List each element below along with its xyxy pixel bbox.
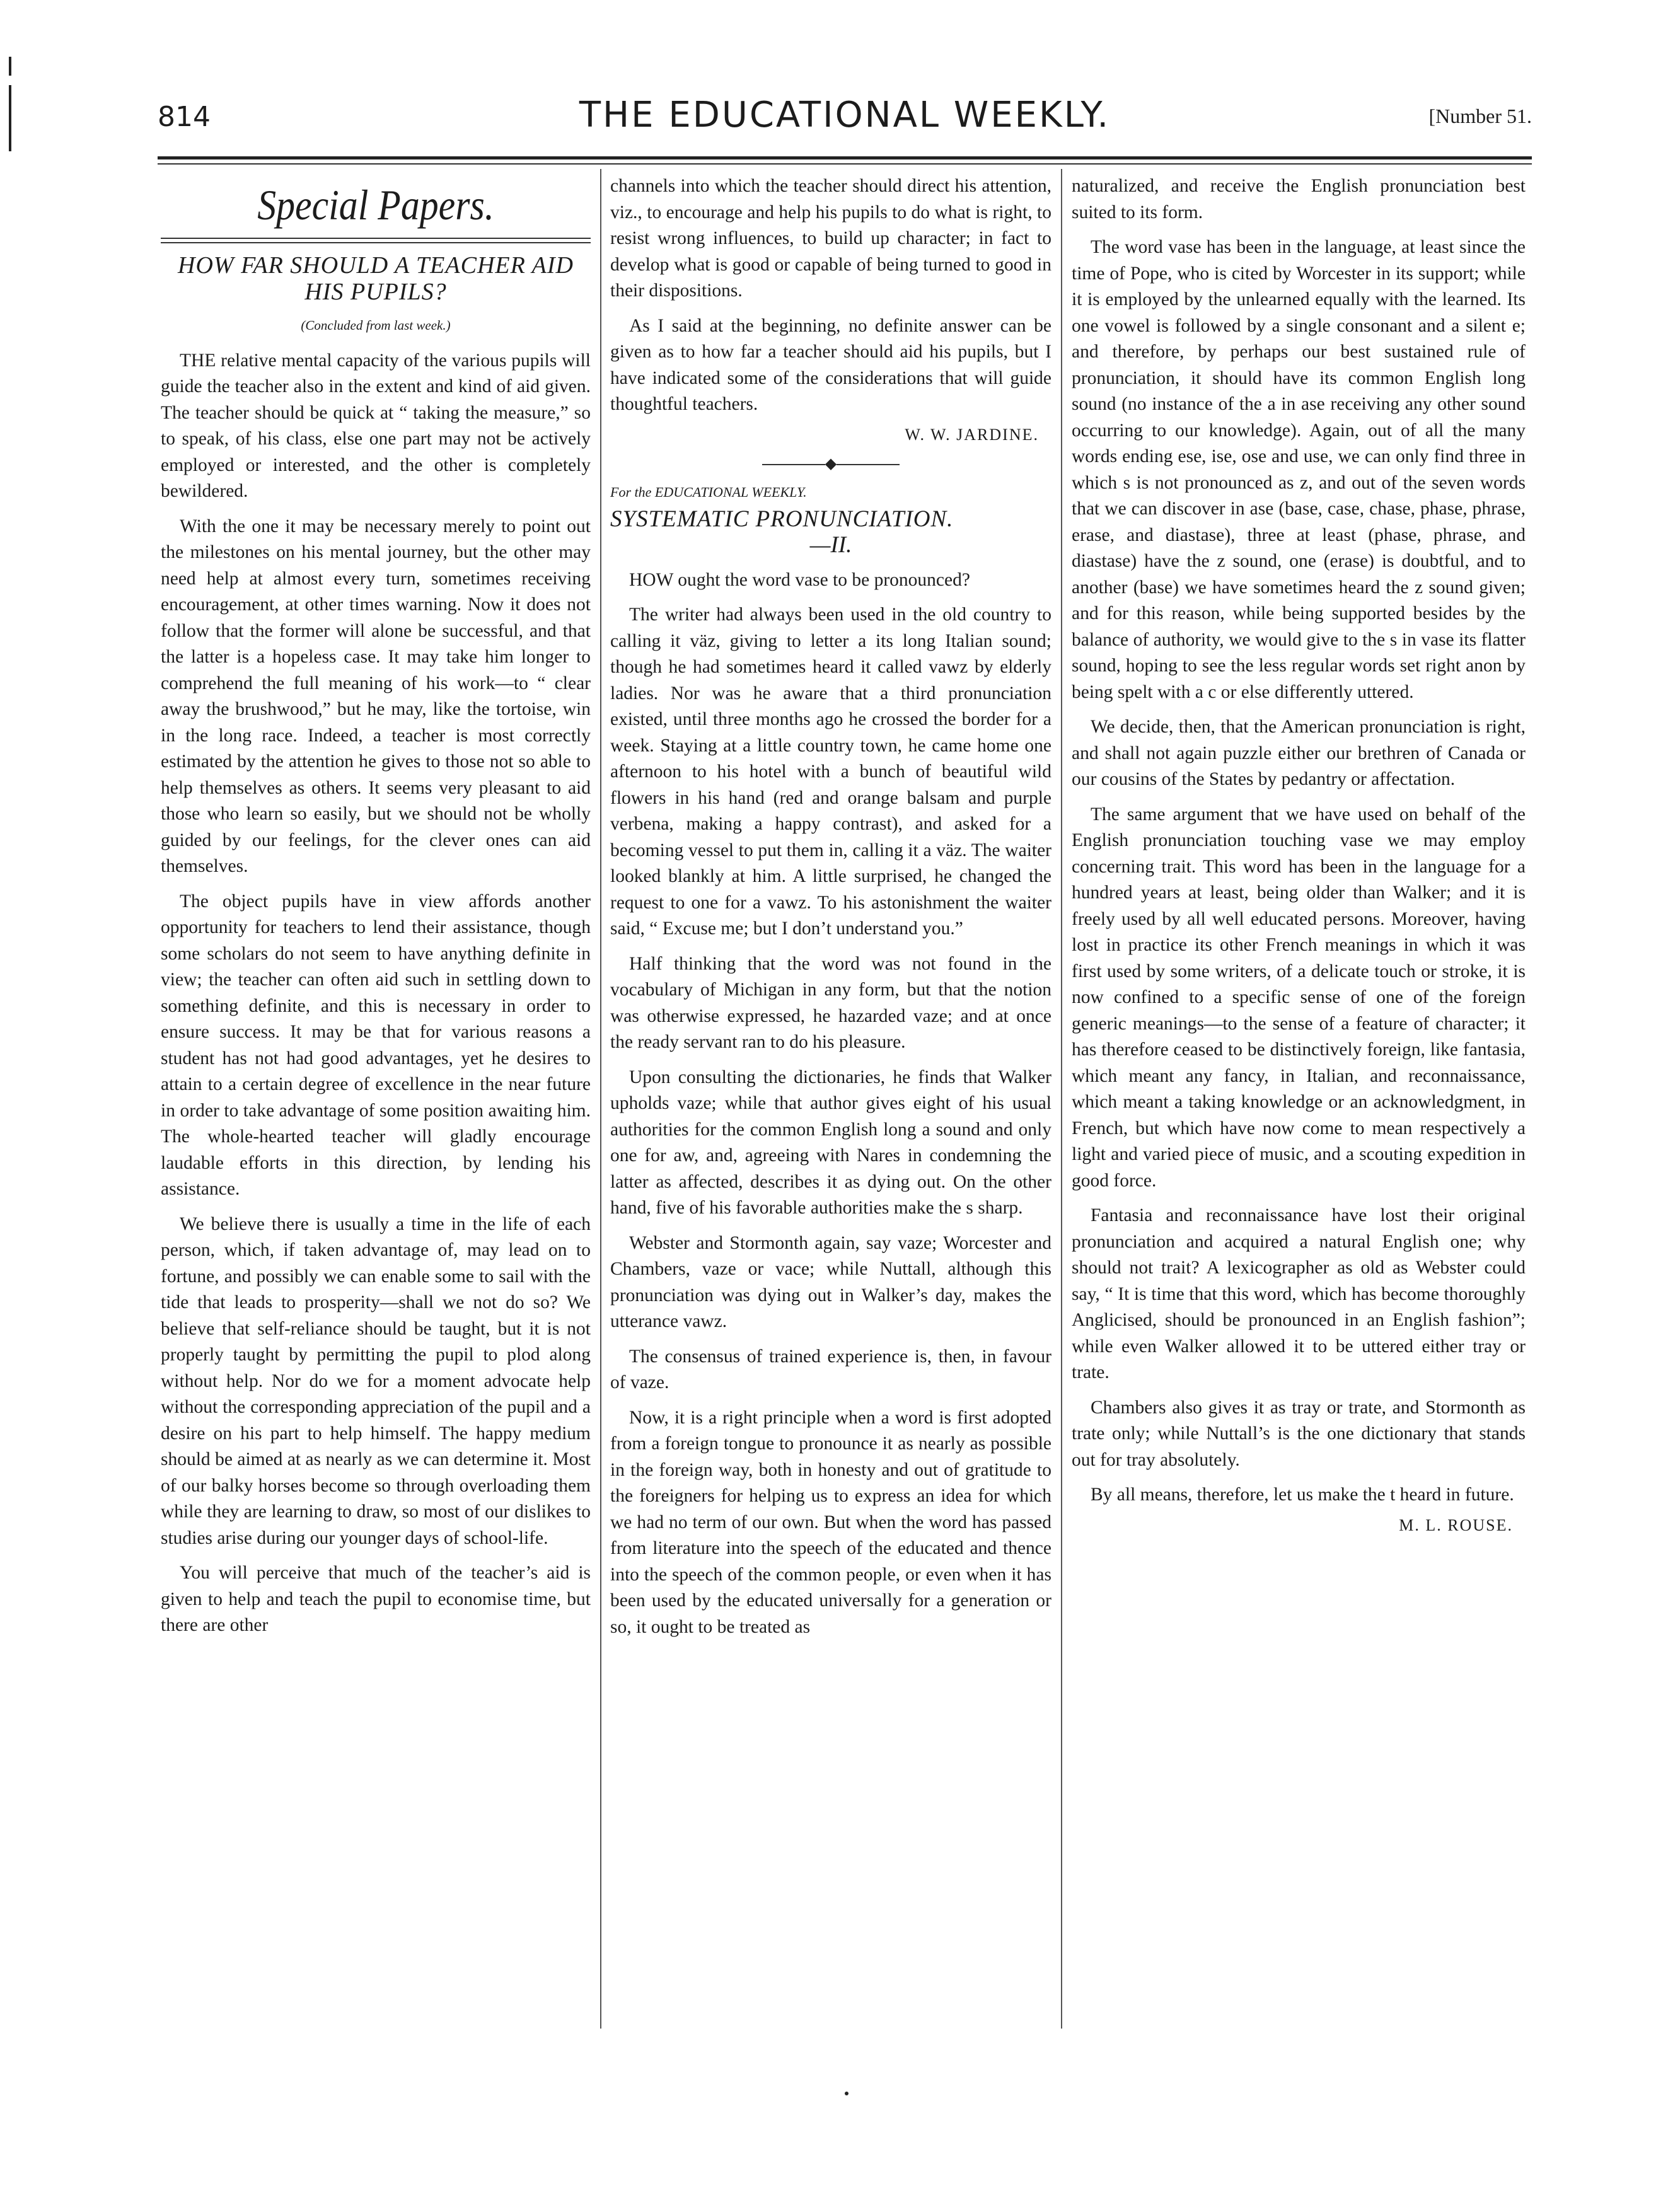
article-source-line: For the EDUCATIONAL WEEKLY. <box>610 484 807 500</box>
binding-mark <box>9 85 11 151</box>
paragraph: HOW ought the word vase to be pronounced? <box>629 569 970 590</box>
section-rule <box>161 238 591 243</box>
paragraph: Webster and Stormonth again, say vaze; Worcester and Chambers, vaze or vace; while Nuttall, although this pronunciation was dying out in Walker’s day, makes the utterance vawz. <box>610 1232 1051 1331</box>
issue-number: [Number 51. <box>1428 105 1532 127</box>
article-subnote: (Concluded from last week.) <box>301 318 451 333</box>
paragraph: By all means, therefore, let us make the t heard in future. <box>1091 1485 1514 1505</box>
paragraph: We decide, then, that the American pronunciation is right, and shall not again puzzle either our brethren of Canada or our cousins of the States by pedantry or affectation. <box>1072 717 1526 789</box>
masthead-rule <box>158 156 1532 159</box>
paragraph: You will perceive that much of the teacher’s aid is given to help and teach the pupil to economise time, but there are other <box>161 1563 591 1635</box>
journal-title: THE EDUCATIONAL WEEKLY. <box>579 95 1111 136</box>
paragraph: Chambers also gives it as tray or trate, and Stormonth as trate only; while Nuttall’s is the one dictionary that stands out for tray absolutely. <box>1072 1397 1526 1470</box>
paragraph: The same argument that we have used on behalf of the English pronunciation touching vase we may employ concerning trait. This word has been in the language for a hundred years at least, being older than Walker; and it is freely used by all well educated persons. Moreover, having lost in practice its other French meanings in which it was first used by some writers, of a delicate touch or stroke, it is now confined to a specific sense of one of the foreign generic meanings—to the sense of a feature of character; it has therefore ceased to be distinctively foreign, like fantasia, which meant any fancy, in Italian, and reconnaissance, which meant a taking knowledge or an acknowledgment, in French, but which have now come to mean respectively a light and varied piece of music, and a scouting expedition in good force. <box>1072 804 1526 1191</box>
paragraph: The word vase has been in the language, at least since the time of Pope, who is cited by Worcester in its support; while it is employed by the unlearned equally with the learned. Its one vowel is followed by a single consonant and a silent e; and therefore, by perhaps our best sustained rule of pronunciation, it should have its common English long sound (no instance of the a in ase receiving any other sound occurring to our knowledge). Again, out of all the many words ending ese, ise, ose and use, we can only find three in which s is not pronounced as z, and out of the seven words that we can discover in ase (base, case, chase, phase, phrase, erase, and diastase), three at least (phase, phrase, and diastase) have the z sound, one (erase) is doubtful, and to another (base) we have sometimes heard the z sound given; and for this reason, while being supported besides by the balance of authority, we would give to the s in vase its flatter sound, hoping to see the less regular words set right anon by being spelt with a c or else differently uttered. <box>1072 237 1526 702</box>
column-1 <box>161 173 591 2039</box>
paragraph: The object pupils have in view affords another opportunity for teachers to lend their assistance, though some scholars do not seem to have anything definite in view; the teacher can often aid such in settling down to something definite, and this is necessary in order to ensure success. It may be that for various reasons a student has not had good advantages, yet he desires to attain to a certain degree of excellence in the near future in order to take advantage of some position awaiting him. The whole-hearted teacher will gladly encourage laudable efforts in this direction, by lending his assistance. <box>161 891 591 1199</box>
section-title: Special Papers. <box>257 181 494 229</box>
paragraph: channels into which the teacher should direct his attention, viz., to encourage and help his pupils to do what is right, to resist wrong influences, to build up character; in fact to develop what is good or capable of being turned to good in their dispositions. <box>610 176 1051 301</box>
paragraph: We believe there is usually a time in the life of each person, which, if taken advantage of, may lead on to fortune, and possibly we can enable some to sail with the tide that leads to prosperity—shall we not do so? We believe that self-reliance should be taught, but it is not properly taught by permitting the pupil to plod along without help. Nor do we for a moment advocate help without the corresponding appreciation of the pupil and a desire on his part to help himself. The happy medium should be aimed at as nearly as we can determine it. Most of our balky horses become so through overloading them while they are learning to draw, so most of our dislikes to studies arise during our younger days of school-life. <box>161 1213 591 1548</box>
paragraph: THE relative mental capacity of the various pupils will guide the teacher also in the extent and kind of aid given. The teacher should be quick at “ taking the measure,” so to speak, of his class, else one part may not be actively employed or interested, and the other is completely bewildered. <box>161 350 591 501</box>
author-signature: M. L. ROUSE. <box>1399 1515 1513 1534</box>
author-signature: W. W. JARDINE. <box>905 425 1039 444</box>
column-2 <box>610 173 1051 2039</box>
print-speck <box>845 2092 848 2095</box>
column-divider <box>600 169 601 2029</box>
article-title: SYSTEMATIC PRONUNCIATION. <box>610 506 954 532</box>
paragraph: With the one it may be necessary merely to point out the milestones on his mental journey, but the other may need help at almost every turn, sometimes receiving encouragement, at other times warning. Now it does not follow that the former will alone be successful, and that the latter is a hopeless case. It may take him longer to comprehend the full meaning of his work—to “ clear away the brushwood,” but he may, like the tortoise, win in the long race. Indeed, a teacher is most correctly estimated by the attention he gives to those not so able to help themselves as others. It seems very pleasant to aid those who learn so easily, but we should not be wholly guided by our feelings, for the clever ones can aid themselves. <box>161 516 591 876</box>
article-title: HOW FAR SHOULD A TEACHER AID HIS PUPILS? <box>178 252 574 305</box>
masthead <box>158 95 1532 142</box>
ornament-divider: ◆ <box>610 456 1051 472</box>
article-part: —II. <box>809 531 852 558</box>
paragraph: Upon consulting the dictionaries, he finds that Walker upholds vaze; while that author gives eight of his usual authorities for the common English long a sound and only one for aw, and, agreeing with Nares in condemning the latter as affected, describes it as dying out. On the other hand, five of his favorable authorities make the s sharp. <box>610 1067 1051 1218</box>
paragraph: Now, it is a right principle when a word is first adopted from a foreign tongue to pronounce it as nearly as possible in the foreign way, both in honesty and out of gratitude to the foreigners for helping us to express an idea for which we had no term of our own. But when the word has passed from literature into the speech of the educated and thence into the speech of the common people, or even when it has been used by the educated universally for a generation or so, it ought to be treated as <box>610 1407 1051 1637</box>
binding-mark <box>9 57 11 76</box>
paragraph: naturalized, and receive the English pronunciation best suited to its form. <box>1072 176 1526 223</box>
masthead-rule <box>158 163 1532 165</box>
paragraph: The writer had always been used in the old country to calling it väz, giving to letter a its long Italian sound; though he had sometimes heard it called vawz by elderly ladies. Nor was he aware that a third pronunciation existed, until three months ago he crossed the border for a week. Staying at a little country town, he came home one afternoon to his hotel with a bunch of beautiful wild flowers in his hand (red and orange balsam and purple verbena, making a happy contrast), and asked for a becoming vessel to put them in, calling it a väz. The waiter looked blankly at him. A little surprised, he changed the request to one for a vawz. To his astonishment the waiter said, “ Excuse me; but I don’t understand you.” <box>610 605 1051 939</box>
column-3 <box>1072 173 1526 2039</box>
paragraph: Fantasia and reconnaissance have lost their original pronunciation and acquired a natural English one; why should not trait? A lexicographer as old as Webster could say, “ It is time that this word, which has become thoroughly Anglicised, should be pronounced in an English fashion”; while even Walker allowed it to be uttered either tray or trate. <box>1072 1205 1526 1382</box>
page-number: 814 <box>158 101 211 133</box>
column-divider <box>1061 169 1062 2029</box>
paragraph: The consensus of trained experience is, then, in favour of vaze. <box>610 1346 1051 1393</box>
paragraph: Half thinking that the word was not found in the vocabulary of Michigan in any form, but that the notion was otherwise expressed, he hazarded vaze; and at once the ready servant ran to do his pleasure. <box>610 953 1051 1052</box>
paragraph: As I said at the beginning, no definite answer can be given as to how far a teacher should aid his pupils, but I have indicated some of the considerations that will guide thoughtful teachers. <box>610 315 1051 414</box>
